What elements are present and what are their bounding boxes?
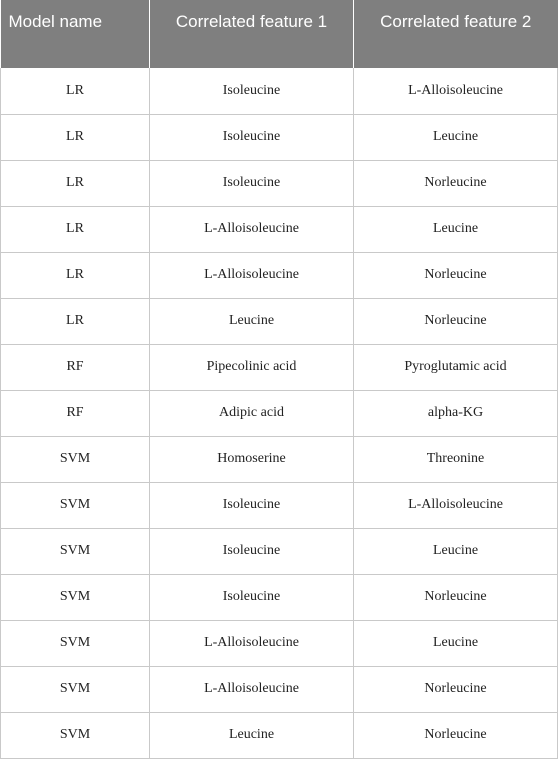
cell-correlated-feature-1: Homoserine — [150, 436, 354, 482]
cell-correlated-feature-2: Leucine — [354, 528, 558, 574]
header-row — [1, 0, 558, 68]
cell-correlated-feature-1: Isoleucine — [150, 528, 354, 574]
cell-correlated-feature-1: Pipecolinic acid — [150, 344, 354, 390]
cell-correlated-feature-1: Leucine — [150, 298, 354, 344]
cell-correlated-feature-2: alpha-KG — [354, 390, 558, 436]
cell-correlated-feature-1: L-Alloisoleucine — [150, 666, 354, 712]
cell-correlated-feature-1: Adipic acid — [150, 390, 354, 436]
cell-correlated-feature-1: Leucine — [150, 712, 354, 758]
cell-model-name: LR — [1, 160, 150, 206]
cell-model-name: RF — [1, 390, 150, 436]
table-row — [1, 528, 558, 574]
cell-correlated-feature-2: L-Alloisoleucine — [354, 68, 558, 114]
header-model-name: Model name — [1, 0, 150, 68]
table-row — [1, 436, 558, 482]
cell-correlated-feature-2: Leucine — [354, 620, 558, 666]
cell-correlated-feature-2: Norleucine — [354, 574, 558, 620]
cell-model-name: SVM — [1, 620, 150, 666]
cell-model-name: SVM — [1, 528, 150, 574]
cell-correlated-feature-1: Isoleucine — [150, 160, 354, 206]
cell-correlated-feature-2: Norleucine — [354, 252, 558, 298]
table-row — [1, 666, 558, 712]
cell-correlated-feature-2: Norleucine — [354, 160, 558, 206]
cell-model-name: SVM — [1, 712, 150, 758]
table-row — [1, 574, 558, 620]
table-row — [1, 298, 558, 344]
table-row — [1, 712, 558, 758]
cell-model-name: LR — [1, 252, 150, 298]
cell-correlated-feature-2: Threonine — [354, 436, 558, 482]
cell-correlated-feature-2: Pyroglutamic acid — [354, 344, 558, 390]
header-correlated-feature-2: Correlated feature 2 — [354, 0, 558, 68]
cell-correlated-feature-1: Isoleucine — [150, 114, 354, 160]
cell-correlated-feature-1: L-Alloisoleucine — [150, 206, 354, 252]
cell-correlated-feature-2: Norleucine — [354, 298, 558, 344]
cell-model-name: LR — [1, 298, 150, 344]
cell-model-name: SVM — [1, 482, 150, 528]
cell-correlated-feature-1: Isoleucine — [150, 68, 354, 114]
cell-correlated-feature-2: Norleucine — [354, 666, 558, 712]
cell-correlated-feature-2: Leucine — [354, 206, 558, 252]
table-row — [1, 344, 558, 390]
table-row — [1, 68, 558, 114]
cell-model-name: SVM — [1, 436, 150, 482]
table-row — [1, 620, 558, 666]
cell-model-name: LR — [1, 206, 150, 252]
cell-correlated-feature-1: L-Alloisoleucine — [150, 252, 354, 298]
header-correlated-feature-1: Correlated feature 1 — [150, 0, 354, 68]
table-row — [1, 206, 558, 252]
cell-correlated-feature-1: L-Alloisoleucine — [150, 620, 354, 666]
cell-correlated-feature-1: Isoleucine — [150, 482, 354, 528]
cell-correlated-feature-2: Norleucine — [354, 712, 558, 758]
table-row — [1, 482, 558, 528]
table-row — [1, 390, 558, 436]
table-row — [1, 160, 558, 206]
table-body — [1, 68, 558, 758]
cell-correlated-feature-2: Leucine — [354, 114, 558, 160]
table-header — [1, 0, 558, 68]
cell-correlated-feature-1: Isoleucine — [150, 574, 354, 620]
cell-model-name: SVM — [1, 574, 150, 620]
table-row — [1, 252, 558, 298]
table-row — [1, 114, 558, 160]
cell-model-name: SVM — [1, 666, 150, 712]
cell-model-name: LR — [1, 114, 150, 160]
cell-model-name: LR — [1, 68, 150, 114]
cell-model-name: RF — [1, 344, 150, 390]
cell-correlated-feature-2: L-Alloisoleucine — [354, 482, 558, 528]
